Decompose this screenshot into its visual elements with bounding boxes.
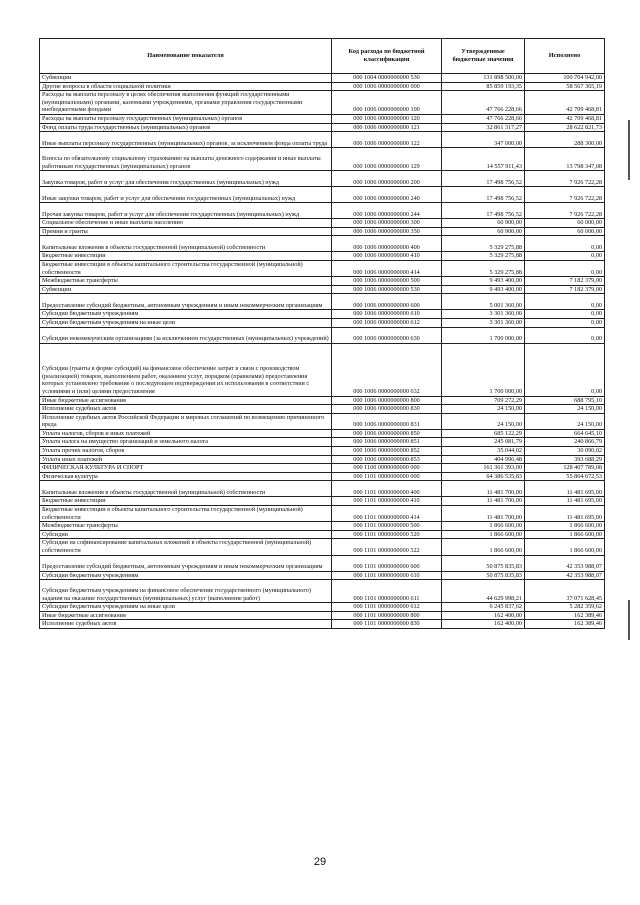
row-name-cell: Бюджетные инвестиции [40, 497, 332, 506]
table-row [40, 396, 605, 405]
table-row [40, 227, 605, 236]
table-row [40, 413, 605, 429]
row-approved-cell: 161 361 393,00 [442, 464, 525, 473]
row-executed-cell: 0,00 [525, 343, 605, 396]
row-executed-cell: 42 709 468,81 [525, 91, 605, 115]
row-name-cell: Расходы на выплаты персоналу государственных (муниципальных) органов [40, 114, 332, 123]
row-code-cell: 000 1100 0000000000 000 [332, 464, 442, 473]
table-row [40, 148, 605, 171]
row-executed-cell: 240 866,79 [525, 438, 605, 447]
row-executed-cell: 7 182 379,00 [525, 277, 605, 286]
row-approved-cell: 60 900,00 [442, 227, 525, 236]
row-approved-cell: 11 481 700,00 [442, 506, 525, 522]
table-row [40, 506, 605, 522]
row-executed-cell: 13 798 347,08 [525, 148, 605, 171]
row-code-cell: 000 1006 0000000000 240 [332, 187, 442, 203]
table-row [40, 82, 605, 91]
row-executed-cell: 42 353 988,07 [525, 571, 605, 580]
header-name: Наименование показателя [40, 39, 332, 74]
row-name-cell: Другие вопросы в области социальной политики [40, 82, 332, 91]
row-approved-cell: 9 493 400,00 [442, 285, 525, 294]
table-row [40, 530, 605, 539]
row-executed-cell: 24 150,00 [525, 405, 605, 414]
row-executed-cell: 11 481 695,00 [525, 497, 605, 506]
row-name-cell: Субвенции [40, 285, 332, 294]
row-code-cell: 000 1006 0000000000 200 [332, 171, 442, 187]
table-row [40, 277, 605, 286]
row-code-cell: 000 1004 0000000000 530 [332, 74, 442, 83]
row-approved-cell: 5 001 360,00 [442, 294, 525, 310]
row-code-cell: 000 1101 0000000000 522 [332, 539, 442, 555]
row-code-cell: 000 1101 0000000000 520 [332, 530, 442, 539]
table-row [40, 464, 605, 473]
row-name-cell: Уплата иных платежей [40, 455, 332, 464]
scan-edge-mark [628, 120, 630, 180]
row-code-cell: 000 1101 0000000000 830 [332, 620, 442, 629]
table-body [40, 74, 605, 629]
row-name-cell: Субсидии бюджетным учреждениям на иные цели [40, 318, 332, 327]
row-approved-cell: 245 081,79 [442, 438, 525, 447]
row-executed-cell: 688 795,10 [525, 396, 605, 405]
table-row [40, 603, 605, 612]
row-name-cell: Уплата налога на имущество организаций и земельного налога [40, 438, 332, 447]
row-code-cell: 000 1101 0000000000 600 [332, 555, 442, 571]
row-approved-cell: 1 700 000,00 [442, 343, 525, 396]
row-executed-cell: 11 481 695,00 [525, 481, 605, 497]
row-code-cell: 000 1006 0000000000 350 [332, 227, 442, 236]
table-row [40, 620, 605, 629]
row-code-cell: 000 1006 0000000000 122 [332, 132, 442, 148]
row-approved-cell: 131 898 500,00 [442, 74, 525, 83]
row-approved-cell: 6 245 837,62 [442, 603, 525, 612]
row-code-cell: 000 1006 0000000000 853 [332, 455, 442, 464]
row-executed-cell: 7 926 722,28 [525, 187, 605, 203]
table-row [40, 187, 605, 203]
row-code-cell: 000 1006 0000000000 410 [332, 252, 442, 261]
table-row [40, 611, 605, 620]
row-name-cell: Субсидии на софинансирование капитальных вложений в объекты государственной (муниципальной) собственности [40, 539, 332, 555]
row-name-cell: Капитальные вложения в объекты государственной (муниципальной) собственности [40, 236, 332, 252]
row-executed-cell: 42 709 468,81 [525, 114, 605, 123]
row-approved-cell: 11 481 700,00 [442, 481, 525, 497]
row-name-cell: Иные выплаты персоналу государственных (муниципальных) органов, за исключением фонда оплаты труда [40, 132, 332, 148]
row-approved-cell: 3 301 360,00 [442, 310, 525, 319]
header-executed: Исполнено [525, 39, 605, 74]
row-approved-cell: 11 481 700,00 [442, 497, 525, 506]
row-name-cell: Субсидии бюджетным учреждениям на иные цели [40, 603, 332, 612]
row-code-cell: 000 1006 0000000000 612 [332, 318, 442, 327]
row-name-cell: Исполнение судебных актов Российской Федерации и мировых соглашений по возмещению причиненного вреда [40, 413, 332, 429]
row-executed-cell: 0,00 [525, 327, 605, 343]
row-code-cell: 000 1006 0000000000 530 [332, 285, 442, 294]
row-code-cell: 000 1006 0000000000 244 [332, 203, 442, 219]
row-executed-cell: 7 926 722,28 [525, 171, 605, 187]
row-name-cell: Субсидии (гранты в форме субсидий) на финансовое обеспечение затрат в связи с производством (реализацией) товаров, выполнением работ, оказанием услуг, порядком (правилами) предоставления которых установлено требование о последующем подтверждении их использования в соответствии с условиями и (или) целями предоставления [40, 343, 332, 396]
table-row [40, 171, 605, 187]
table-row [40, 497, 605, 506]
row-approved-cell: 1 700 000,00 [442, 327, 525, 343]
row-name-cell: Иные закупки товаров, работ и услуг для обеспечения государственных (муниципальных) нужд [40, 187, 332, 203]
row-executed-cell: 0,00 [525, 294, 605, 310]
row-name-cell: Взносы по обязательному социальному страхованию на выплаты денежного содержания и иные выплаты работникам государственных (муниципальных) органов [40, 148, 332, 171]
row-code-cell: 000 1006 0000000000 500 [332, 277, 442, 286]
table-row [40, 343, 605, 396]
table-row [40, 260, 605, 276]
scan-edge-mark [628, 600, 630, 640]
row-code-cell: 000 1006 0000000000 400 [332, 236, 442, 252]
row-name-cell: Иные бюджетные ассигнования [40, 396, 332, 405]
row-approved-cell: 44 629 998,21 [442, 580, 525, 603]
table-row [40, 555, 605, 571]
row-executed-cell: 1 866 600,00 [525, 522, 605, 531]
row-executed-cell: 100 704 942,00 [525, 74, 605, 83]
row-executed-cell: 60 000,00 [525, 219, 605, 228]
row-name-cell: Бюджетные инвестиции [40, 252, 332, 261]
row-code-cell: 000 1006 0000000000 630 [332, 327, 442, 343]
row-code-cell: 000 1006 0000000000 414 [332, 260, 442, 276]
row-approved-cell: 685 122,29 [442, 429, 525, 438]
row-executed-cell: 5 282 359,62 [525, 603, 605, 612]
row-executed-cell: 58 567 365,19 [525, 82, 605, 91]
table-row [40, 429, 605, 438]
row-name-cell: Межбюджетные трансферты [40, 522, 332, 531]
row-name-cell: Субсидии бюджетным учреждениям на финансовое обеспечение государственного (муниципального) задания на оказание государственных (муниципальных) услуг (выполнение работ) [40, 580, 332, 603]
row-name-cell: Уплата налогов, сборов и иных платежей [40, 429, 332, 438]
table-row [40, 405, 605, 414]
row-code-cell: 000 1101 0000000000 410 [332, 497, 442, 506]
row-approved-cell: 32 861 317,27 [442, 123, 525, 132]
table-row [40, 447, 605, 456]
row-approved-cell: 1 866 600,00 [442, 522, 525, 531]
row-approved-cell: 50 875 835,83 [442, 555, 525, 571]
table-row [40, 327, 605, 343]
row-executed-cell: 0,00 [525, 318, 605, 327]
row-approved-cell: 3 301 360,00 [442, 318, 525, 327]
row-approved-cell: 347 000,00 [442, 132, 525, 148]
row-approved-cell: 64 386 535,83 [442, 472, 525, 481]
table-row [40, 236, 605, 252]
row-approved-cell: 50 875 835,83 [442, 571, 525, 580]
row-code-cell: 000 1006 0000000000 600 [332, 294, 442, 310]
table-row [40, 203, 605, 219]
row-code-cell: 000 1101 0000000000 612 [332, 603, 442, 612]
row-code-cell: 000 1006 0000000000 000 [332, 82, 442, 91]
row-code-cell: 000 1006 0000000000 831 [332, 413, 442, 429]
row-approved-cell: 47 766 228,66 [442, 91, 525, 115]
row-code-cell: 000 1006 0000000000 851 [332, 438, 442, 447]
row-executed-cell: 7 926 722,28 [525, 203, 605, 219]
row-code-cell: 000 1101 0000000000 000 [332, 472, 442, 481]
row-approved-cell: 5 329 275,88 [442, 260, 525, 276]
row-executed-cell: 288 300,00 [525, 132, 605, 148]
row-approved-cell: 85 859 193,35 [442, 82, 525, 91]
row-name-cell: Субсидии некоммерческим организациям (за исключением государственных (муниципальных) учреждений) [40, 327, 332, 343]
row-executed-cell: 60 000,00 [525, 227, 605, 236]
table-row [40, 472, 605, 481]
row-code-cell: 000 1006 0000000000 632 [332, 343, 442, 396]
row-name-cell: Прочая закупка товаров, работ и услуг для обеспечения государственных (муниципальных) нужд [40, 203, 332, 219]
table-header-row [40, 39, 605, 74]
row-approved-cell: 162 400,00 [442, 620, 525, 629]
table-row [40, 132, 605, 148]
table-row [40, 580, 605, 603]
row-name-cell: Физическая культура [40, 472, 332, 481]
row-executed-cell: 37 071 628,45 [525, 580, 605, 603]
table-row [40, 481, 605, 497]
row-name-cell: Субсидии бюджетным учреждениям [40, 571, 332, 580]
row-approved-cell: 35 044,02 [442, 447, 525, 456]
row-code-cell: 000 1006 0000000000 129 [332, 148, 442, 171]
row-name-cell: Премии и гранты [40, 227, 332, 236]
table-row [40, 294, 605, 310]
table-row [40, 310, 605, 319]
row-code-cell: 000 1101 0000000000 414 [332, 506, 442, 522]
budget-execution-table [39, 38, 605, 629]
row-name-cell: Субвенции [40, 74, 332, 83]
row-executed-cell: 393 688,29 [525, 455, 605, 464]
row-approved-cell: 17 498 756,52 [442, 203, 525, 219]
row-name-cell: Исполнение судебных актов [40, 620, 332, 629]
table-row [40, 318, 605, 327]
row-approved-cell: 24 150,00 [442, 405, 525, 414]
row-approved-cell: 17 498 756,52 [442, 171, 525, 187]
header-code: Код расхода по бюджетной классификации [332, 39, 442, 74]
table-row [40, 438, 605, 447]
row-approved-cell: 162 400,00 [442, 611, 525, 620]
row-approved-cell: 1 866 600,00 [442, 539, 525, 555]
row-code-cell: 000 1006 0000000000 610 [332, 310, 442, 319]
row-code-cell: 000 1006 0000000000 852 [332, 447, 442, 456]
row-executed-cell: 7 182 379,00 [525, 285, 605, 294]
row-code-cell: 000 1006 0000000000 800 [332, 396, 442, 405]
row-approved-cell: 1 866 600,00 [442, 530, 525, 539]
row-code-cell: 000 1101 0000000000 800 [332, 611, 442, 620]
row-name-cell: Социальное обеспечение и иные выплаты населению [40, 219, 332, 228]
row-approved-cell: 709 272,29 [442, 396, 525, 405]
row-name-cell: Предоставление субсидий бюджетным, автономным учреждениям и иным некоммерческим организациям [40, 294, 332, 310]
table-row [40, 74, 605, 83]
row-code-cell: 000 1101 0000000000 611 [332, 580, 442, 603]
row-name-cell: Бюджетные инвестиции в объекты капитального строительства государственной (муниципальной) собственности [40, 260, 332, 276]
row-executed-cell: 162 389,46 [525, 611, 605, 620]
row-name-cell: Фонд оплаты труда государственных (муниципальных) органов [40, 123, 332, 132]
table-row [40, 91, 605, 115]
row-executed-cell: 162 389,46 [525, 620, 605, 629]
row-code-cell: 000 1006 0000000000 121 [332, 123, 442, 132]
row-name-cell: Предоставление субсидий бюджетным, автономным учреждениям и иным некоммерческим организациям [40, 555, 332, 571]
row-name-cell: Расходы на выплаты персоналу в целях обеспечения выполнения функций государственными (муниципальными) органами, казенными учреждениями, органами управления государственными внебюджетными фондами [40, 91, 332, 115]
row-approved-cell: 14 557 911,43 [442, 148, 525, 171]
table-row [40, 455, 605, 464]
row-approved-cell: 5 329 275,88 [442, 236, 525, 252]
row-approved-cell: 5 329 275,88 [442, 252, 525, 261]
row-executed-cell: 128 407 789,08 [525, 464, 605, 473]
row-approved-cell: 404 996,48 [442, 455, 525, 464]
row-approved-cell: 47 766 228,66 [442, 114, 525, 123]
row-name-cell: Субсидии [40, 530, 332, 539]
row-name-cell: Уплата прочих налогов, сборов [40, 447, 332, 456]
row-executed-cell: 0,00 [525, 236, 605, 252]
table-row [40, 114, 605, 123]
row-approved-cell: 17 498 756,52 [442, 187, 525, 203]
row-executed-cell: 0,00 [525, 260, 605, 276]
row-code-cell: 000 1006 0000000000 300 [332, 219, 442, 228]
row-code-cell: 000 1006 0000000000 850 [332, 429, 442, 438]
row-code-cell: 000 1101 0000000000 610 [332, 571, 442, 580]
row-code-cell: 000 1101 0000000000 400 [332, 481, 442, 497]
row-code-cell: 000 1006 0000000000 120 [332, 114, 442, 123]
row-executed-cell: 1 866 600,00 [525, 539, 605, 555]
row-executed-cell: 1 866 600,00 [525, 530, 605, 539]
row-executed-cell: 11 481 695,00 [525, 506, 605, 522]
table-row [40, 123, 605, 132]
table-row [40, 571, 605, 580]
row-executed-cell: 30 090,02 [525, 447, 605, 456]
table-row [40, 522, 605, 531]
row-name-cell: Иные бюджетные ассигнования [40, 611, 332, 620]
row-code-cell: 000 1006 0000000000 100 [332, 91, 442, 115]
row-executed-cell: 28 622 821,73 [525, 123, 605, 132]
row-approved-cell: 60 900,00 [442, 219, 525, 228]
page-number: 29 [313, 856, 327, 868]
row-executed-cell: 42 353 988,07 [525, 555, 605, 571]
row-code-cell: 000 1101 0000000000 500 [332, 522, 442, 531]
table-row [40, 252, 605, 261]
row-code-cell: 000 1006 0000000000 830 [332, 405, 442, 414]
header-approved: Утвержденные бюджетные значения [442, 39, 525, 74]
table-row [40, 285, 605, 294]
row-name-cell: Капитальные вложения в объекты государственной (муниципальной) собственности [40, 481, 332, 497]
table-row [40, 219, 605, 228]
row-approved-cell: 9 493 400,00 [442, 277, 525, 286]
row-name-cell: Исполнение судебных актов [40, 405, 332, 414]
row-name-cell: ФИЗИЧЕСКАЯ КУЛЬТУРА И СПОРТ [40, 464, 332, 473]
row-executed-cell: 55 864 672,53 [525, 472, 605, 481]
row-name-cell: Субсидии бюджетным учреждениям [40, 310, 332, 319]
row-approved-cell: 24 150,00 [442, 413, 525, 429]
row-executed-cell: 24 150,00 [525, 413, 605, 429]
row-name-cell: Бюджетные инвестиции в объекты капитального строительства государственной (муниципальной) собственности [40, 506, 332, 522]
row-executed-cell: 664 645,10 [525, 429, 605, 438]
row-executed-cell: 0,00 [525, 310, 605, 319]
table-row [40, 539, 605, 555]
row-name-cell: Закупка товаров, работ и услуг для обеспечения государственных (муниципальных) нужд [40, 171, 332, 187]
row-executed-cell: 0,00 [525, 252, 605, 261]
row-name-cell: Межбюджетные трансферты [40, 277, 332, 286]
